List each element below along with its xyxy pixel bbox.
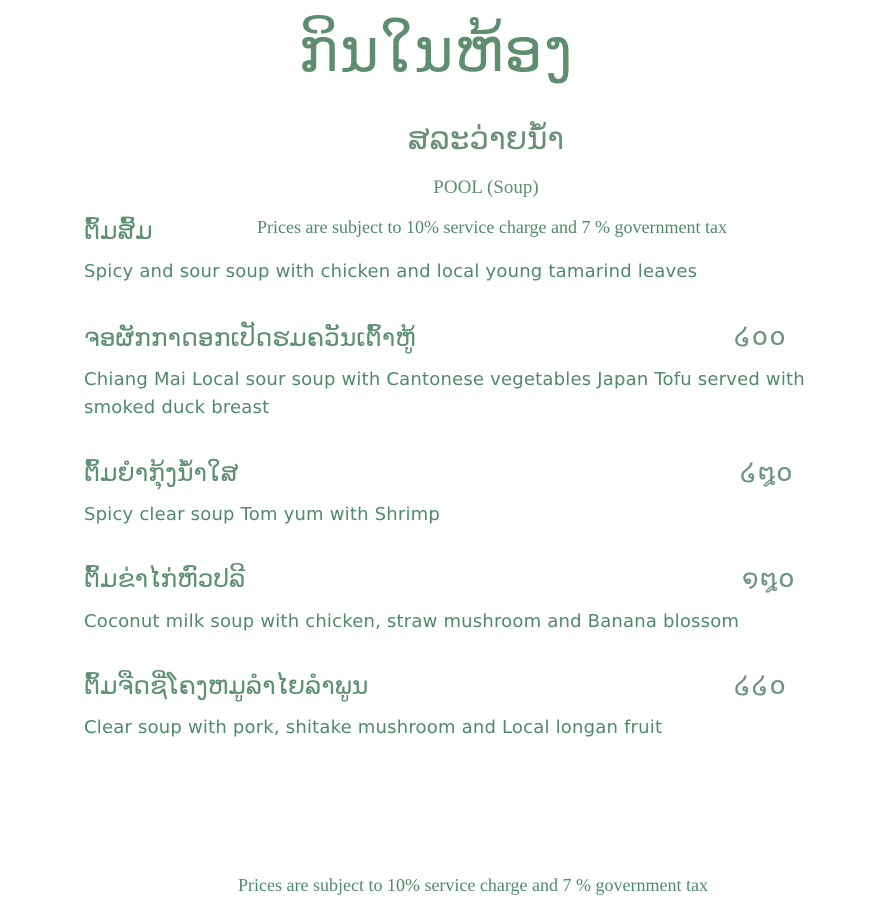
- menu-item-name: ຕົ້ມຂ່າໄກ່ຫົວປລີ: [84, 564, 246, 593]
- menu-item-name: ຈອຜັກກາດອກເປັດຮມຄວັນເຕົ້າຫູ້: [84, 323, 416, 352]
- menu-item-name: ຕົ້ມຈືດຊີ່ໂຄງຫມູລຳໄຍລຳພູນ: [84, 671, 369, 700]
- menu-item-price: ໒໒໐: [734, 671, 787, 701]
- category-heading: POOL (Soup): [433, 177, 539, 198]
- menu-item-price: ໒໘໐: [740, 458, 794, 488]
- menu-item-price: ໑໘໐: [742, 564, 796, 594]
- menu-title: ກິນໃນຫ້ອງ: [298, 16, 574, 86]
- menu-item-description: Coconut milk soup with chicken, straw mushroom and Banana blossom: [84, 611, 740, 632]
- menu-item-description: Spicy clear soup Tom yum with Shrimp: [84, 504, 441, 525]
- menu-subtitle: ສລະວ່າຍນ້ຳ: [407, 121, 565, 157]
- price-notice-top: Prices are subject to 10% service charge and 7 % government tax: [257, 217, 727, 237]
- menu-item-description: Clear soup with pork, shitake mushroom and Local longan fruit: [84, 717, 663, 738]
- menu-item-description: Chiang Mai Local sour soup with Cantonese vegetables Japan Tofu served with smoked duck breast: [84, 369, 805, 418]
- menu-item-name: ຕົ້ມສົ້ມ: [84, 216, 153, 245]
- price-notice-bottom: Prices are subject to 10% service charge and 7 % government tax: [238, 875, 708, 895]
- menu-item-name: ຕົ້ມຍຳກຸ້ງນ້ຳໃສ: [84, 458, 239, 487]
- menu-item-price: ໒໐໐: [734, 322, 787, 352]
- menu-item-description: Spicy and sour soup with chicken and local young tamarind leaves: [84, 261, 698, 282]
